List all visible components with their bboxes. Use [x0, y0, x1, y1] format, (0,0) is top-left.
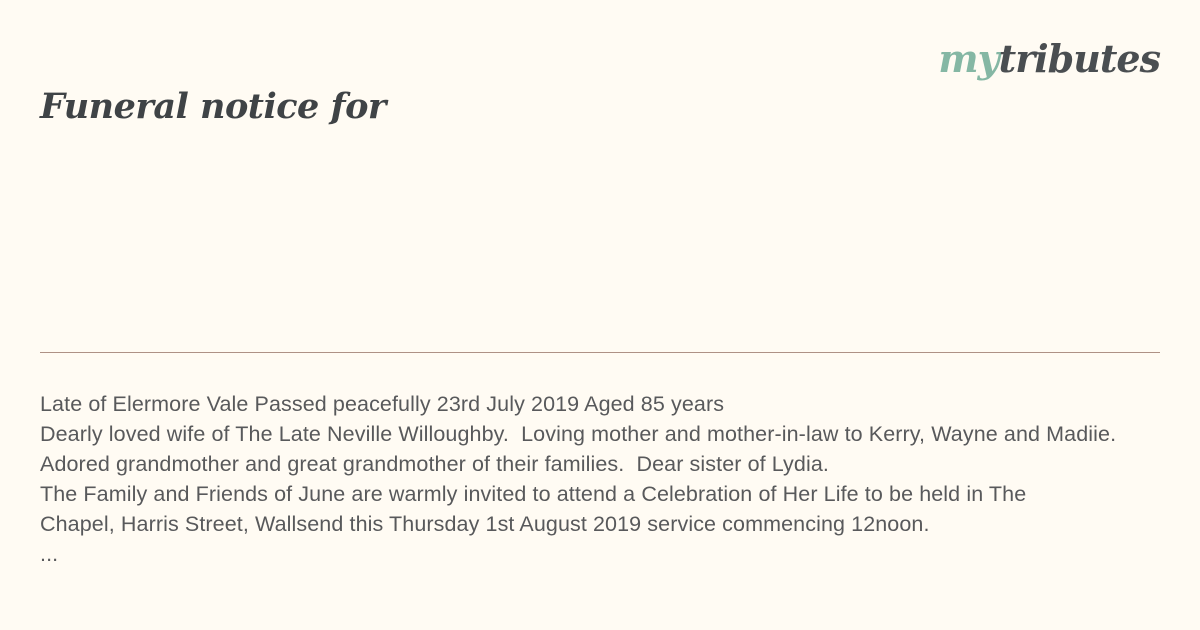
notice-line: Late of Elermore Vale Passed peacefully 23rd July 2019 Aged 85 years	[40, 392, 725, 416]
notice-line: Dearly loved wife of The Late Neville Willoughby. Loving mother and mother-in-law to Kerry, Wayne and Madiie.	[40, 422, 1117, 446]
mytributes-logo	[938, 36, 1160, 82]
logo-tributes-text: tributes	[998, 36, 1160, 81]
notice-line: The Family and Friends of June are warmly invited to attend a Celebration of Her Life to be held in The	[40, 482, 1027, 506]
logo-my-text: my	[938, 36, 999, 81]
notice-text-block	[40, 389, 1170, 569]
page-title: Funeral notice for	[40, 86, 386, 127]
notice-ellipsis: ...	[40, 542, 59, 566]
notice-line: Adored grandmother and great grandmother of their families. Dear sister of Lydia.	[40, 452, 829, 476]
divider-line	[40, 352, 1160, 353]
notice-line: Chapel, Harris Street, Wallsend this Thursday 1st August 2019 service commencing 12noon.	[40, 512, 930, 536]
